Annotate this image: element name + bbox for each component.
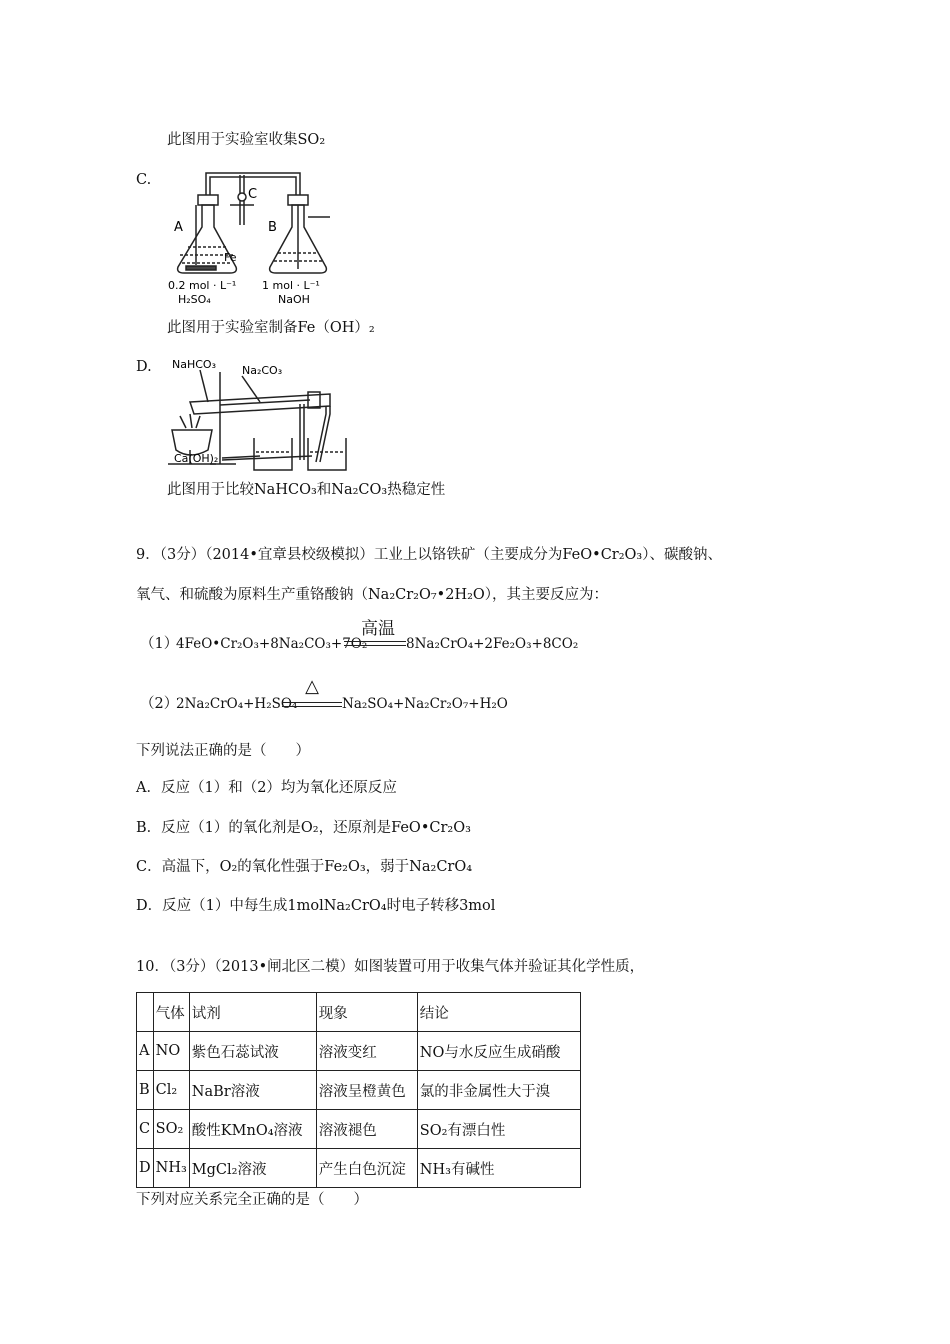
- fe-oh2-apparatus-diagram: [160, 165, 350, 310]
- eq1-number: （1）: [140, 636, 179, 652]
- table-row: [137, 1110, 581, 1149]
- q9-option-a[interactable]: [136, 778, 397, 798]
- q10-stem: 10．（3分）（2013•闸北区二模）如图装置可用于收集气体并验证其化学性质，: [136, 959, 645, 975]
- header-cell: 试剂: [189, 993, 316, 1032]
- eq1-reactants: 4FeO•Cr₂O₃+8Na₂CO₃+7O₂: [176, 636, 368, 652]
- table-cell: NH₃: [153, 1149, 189, 1188]
- table-cell: NH₃有碱性: [417, 1149, 580, 1188]
- label-na2co3: Na₂CO₃: [242, 364, 283, 377]
- option-text: 反应（1）和（2）均为氧化还原反应: [160, 780, 397, 796]
- label-c: C: [248, 187, 258, 202]
- table-cell: NaBr溶液: [189, 1071, 316, 1110]
- q9-equation-2: [140, 676, 840, 716]
- table-header-row: [137, 993, 581, 1032]
- q9-stem-line1: 9．（3分）（2014•宜章县校级模拟）工业上以铬铁矿（主要成分为FeO•Cr₂O₃）、碳酸钠、: [136, 547, 722, 563]
- table-cell: Cl₂: [153, 1071, 189, 1110]
- table-cell: 酸性KMnO₄溶液: [189, 1110, 316, 1149]
- table-row: [137, 1032, 581, 1071]
- eq1-condition: 高温: [361, 619, 395, 639]
- table-cell: SO₂有漂白性: [417, 1110, 580, 1149]
- option-letter: D．: [136, 898, 163, 914]
- table-row: [137, 1149, 581, 1188]
- eq2-arrow-top: [282, 702, 342, 703]
- table-cell: 溶液褪色: [316, 1110, 417, 1149]
- option-d-letter: D.: [136, 359, 152, 375]
- q9-equation-1: [140, 614, 840, 654]
- eq2-arrow-bottom: [282, 706, 342, 707]
- eq1-arrow-bottom: [344, 645, 406, 646]
- eq1-products: 8Na₂CrO₄+2Fe₂O₃+8CO₂: [406, 636, 579, 652]
- label-fe: Fe: [224, 251, 237, 264]
- table-cell: 氯的非金属性大于溴: [417, 1071, 580, 1110]
- label-conc-a: 0.2 mol · L⁻¹: [168, 279, 237, 292]
- option-letter: A．: [136, 780, 161, 796]
- label-a: A: [174, 220, 183, 235]
- eq2-condition: △: [305, 676, 319, 697]
- table-cell: SO₂: [153, 1110, 189, 1149]
- table-cell: NO与水反应生成硝酸: [417, 1032, 580, 1071]
- header-cell: [137, 993, 154, 1032]
- label-reagent-b: NaOH: [278, 293, 310, 306]
- option-c-letter: C.: [136, 172, 152, 188]
- option-d-caption: 此图用于比较NaHCO₃和Na₂CO₃热稳定性: [167, 482, 446, 498]
- eq2-products: Na₂SO₄+Na₂Cr₂O₇+H₂O: [342, 696, 508, 712]
- label-caoh2: Ca(OH)₂: [174, 452, 219, 465]
- q9-option-c[interactable]: [136, 857, 472, 877]
- table-cell: 紫色石蕊试液: [189, 1032, 316, 1071]
- table-cell: C: [137, 1110, 154, 1149]
- table-cell: D: [137, 1149, 154, 1188]
- fig-b-caption: 此图用于实验室收集SO₂: [167, 132, 326, 148]
- label-nahco3: NaHCO₃: [172, 358, 216, 371]
- option-text: 反应（1）中每生成1molNa₂CrO₄时电子转移3mol: [162, 898, 496, 914]
- table-cell: A: [137, 1032, 154, 1071]
- table-cell: 产生白色沉淀: [316, 1149, 417, 1188]
- option-text: 反应（1）的氧化剂是O₂，还原剂是FeO•Cr₂O₃: [161, 820, 471, 836]
- table-cell: 溶液呈橙黄色: [316, 1071, 417, 1110]
- q9-option-d[interactable]: [136, 896, 495, 916]
- label-b: B: [268, 220, 277, 235]
- q9-stem-line2: 氧气、和硫酸为原料生产重铬酸钠（Na₂Cr₂O₇•2H₂O），其主要反应为：: [136, 587, 609, 603]
- header-cell: 结论: [417, 993, 580, 1032]
- label-conc-b: 1 mol · L⁻¹: [262, 279, 320, 292]
- q9-option-b[interactable]: [136, 818, 471, 838]
- q10-experiment-table: [136, 992, 581, 1188]
- table-row: [137, 1071, 581, 1110]
- table-cell: MgCl₂溶液: [189, 1149, 316, 1188]
- option-text: 高温下，O₂的氧化性强于Fe₂O₃，弱于Na₂CrO₄: [161, 859, 473, 875]
- header-cell: 现象: [316, 993, 417, 1032]
- eq2-number: （2）: [140, 696, 179, 712]
- table-cell: NO: [153, 1032, 189, 1071]
- q9-prompt: 下列说法正确的是（ ）: [136, 743, 310, 759]
- table-cell: B: [137, 1071, 154, 1110]
- thermal-stability-apparatus-diagram: [160, 352, 370, 477]
- eq2-reactants: 2Na₂CrO₄+H₂SO₄: [176, 696, 298, 712]
- option-letter: B．: [136, 820, 162, 836]
- label-reagent-a: H₂SO₄: [178, 293, 211, 306]
- option-c-caption: 此图用于实验室制备Fe（OH）₂: [167, 320, 375, 336]
- header-cell: 气体: [153, 993, 189, 1032]
- eq1-arrow-top: [344, 641, 406, 642]
- table-cell: 溶液变红: [316, 1032, 417, 1071]
- q10-prompt: 下列对应关系完全正确的是（ ）: [136, 1192, 368, 1208]
- option-letter: C．: [136, 859, 162, 875]
